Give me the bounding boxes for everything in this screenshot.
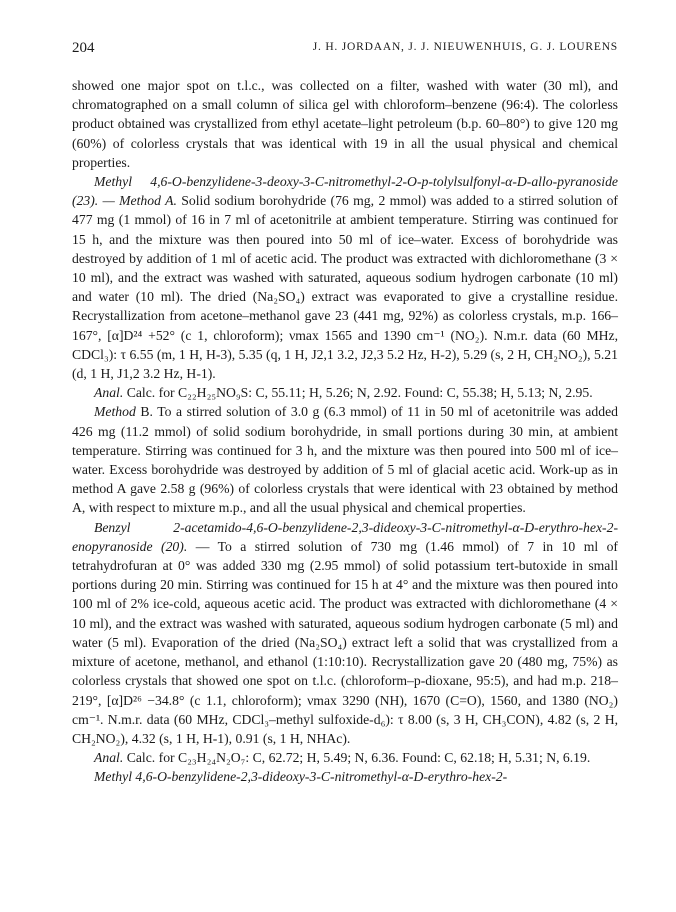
paragraph-compound-20 bbox=[72, 518, 618, 748]
method-label: Method bbox=[94, 404, 136, 420]
analysis-label: Anal. bbox=[94, 750, 124, 766]
body-text bbox=[72, 76, 618, 787]
paragraph-continuation bbox=[72, 76, 618, 172]
paragraph-text: Calc. for C₂₂H₂₅NO₉S: C, 55.11; H, 5.26; N, 2.92. Found: C, 55.38; H, 5.13; N, 2.95. bbox=[123, 385, 593, 401]
compound-heading: Methyl 4,6-O-benzylidene-3-deoxy-3-C-nitromethyl-2-O-p-tolylsulfonyl-α-D-allo-pyranoside (23). — Method A. bbox=[72, 174, 618, 209]
compound-heading: Methyl 4,6-O-benzylidene-2,3-dideoxy-3-C-nitromethyl-α-D-erythro-hex-2- bbox=[94, 769, 508, 785]
paragraph-method-b bbox=[72, 402, 618, 517]
page-number: 204 bbox=[72, 40, 95, 56]
paragraph-text: B. To a stirred solution of 3.0 g (6.3 mmol) of 11 in 50 ml of acetonitrile was added 426 mg (11.2 mmol) of solid sodium borohydride, in small portions during 30 min, at ambient temperature. Stirring was continued for 3 h, and the mixture was then poured into 500 ml of ice–water. Excess borohydride was destroyed by addition of 5 ml of glacial acetic acid. Work-up as in method A gave 2.58 g (96%) of colorless crystals that were identical with 23 obtained by method A, with respect to mixture m.p., and all the usual physical and chemical properties. bbox=[72, 404, 618, 516]
paragraph-text: showed one major spot on t.l.c., was collected on a filter, washed with water (30 ml), and chromatographed on a small column of silica gel with chloroform–benzene (96:4). The colorless product obtained was crystallized from ethyl acetate–light petroleum (b.p. 60–80°) to give 120 mg (60%) of colorless crystals that was identical with 19 in all the usual physical and chemical properties. bbox=[72, 78, 618, 170]
compound-heading: Benzyl 2-acetamido-4,6-O-benzylidene-2,3-dideoxy-3-C-nitromethyl-α-D-erythro-hex-2-enopyranoside (20). bbox=[72, 519, 618, 554]
paragraph-analysis-23 bbox=[72, 383, 618, 402]
paragraph-text: Solid sodium borohydride (76 mg, 2 mmol) was added to a stirred solution of 477 mg (1 mmol) of 16 in 7 ml of acetonitrile at ambient temperature. Stirring was continued for 15 h, and the mixture was then poured into 50 ml of ice–water. Excess of borohydride was destroyed by addition of 1 ml of acetic acid. The product was extracted with dichloromethane (3 × 10 ml), and the extract was washed with saturated, aqueous sodium hydrogen carbonate (10 ml) and water (10 ml). The dried (Na₂SO₄) extract was evaporated to give a crystalline residue. Recrystallization from acetone–methanol gave 23 (441 mg, 92%) as colorless crystals, m.p. 166–167°, [α]D²⁴ +52° (c 1, chloroform); νmax 1565 and 1390 cm⁻¹ (NO₂). N.m.r. data (60 MHz, CDCl₃): τ 6.55 (m, 1 H, H-3), 5.35 (q, 1 H, J2,1 3.2, J2,3 5.2 Hz, H-2), 5.29 (s, 2 H, CH₂NO₂), 5.21 (d, 1 H, J1,2 3.2 Hz, H-1). bbox=[72, 193, 618, 382]
paragraph-text: Calc. for C₂₃H₂₄N₂O₇: C, 62.72; H, 5.49; N, 6.36. Found: C, 62.18; H, 5.31; N, 6.19. bbox=[123, 750, 591, 766]
analysis-label: Anal. bbox=[94, 385, 124, 401]
paragraph-compound-23-method-a bbox=[72, 172, 618, 383]
paragraph-next-compound bbox=[72, 767, 618, 786]
running-head: J. H. JORDAAN, J. J. NIEUWENHUIS, G. J. LOURENS bbox=[312, 41, 618, 53]
paragraph-text: — To a stirred solution of 730 mg (1.46 mmol) of 7 in 10 ml of tetrahydrofuran at 0° was added 330 mg (2.95 mmol) of solid potassium tert-butoxide in small portions during 20 min. Stirring was continued for 15 h at 4° and the mixture was then poured into 100 ml of 2% ice-cold, aqueous acetic acid. The product was extracted with dichloromethane (4 × 10 ml), and the extract was washed with saturated, aqueous sodium hydrogen carbonate (5 ml) and water (5 ml). Evaporation of the dried (Na₂SO₄) extract left a solid that was crystallized from a mixture of acetone, methanol, and ethanol (1:10:10). Recrystallization gave 20 (480 mg, 75%) as colorless crystals that showed one spot on t.l.c. (chloroform–p-dioxane, 95:5), and had m.p. 218–219°, [α]D²⁶ −34.8° (c 1.1, chloroform); νmax 3290 (NH), 1670 (C=O), 1560, and 1380 (NO₂) cm⁻¹. N.m.r. data (60 MHz, CDCl₃–methyl sulfoxide-d₆): τ 8.00 (s, 3 H, CH₃CON), 4.82 (s, 2 H, CH₂NO₂), 4.32 (s, 1 H, H-1), 0.91 (s, 1 H, NHAc). bbox=[72, 538, 618, 746]
paragraph-analysis-20 bbox=[72, 748, 618, 767]
page-header bbox=[72, 40, 618, 58]
